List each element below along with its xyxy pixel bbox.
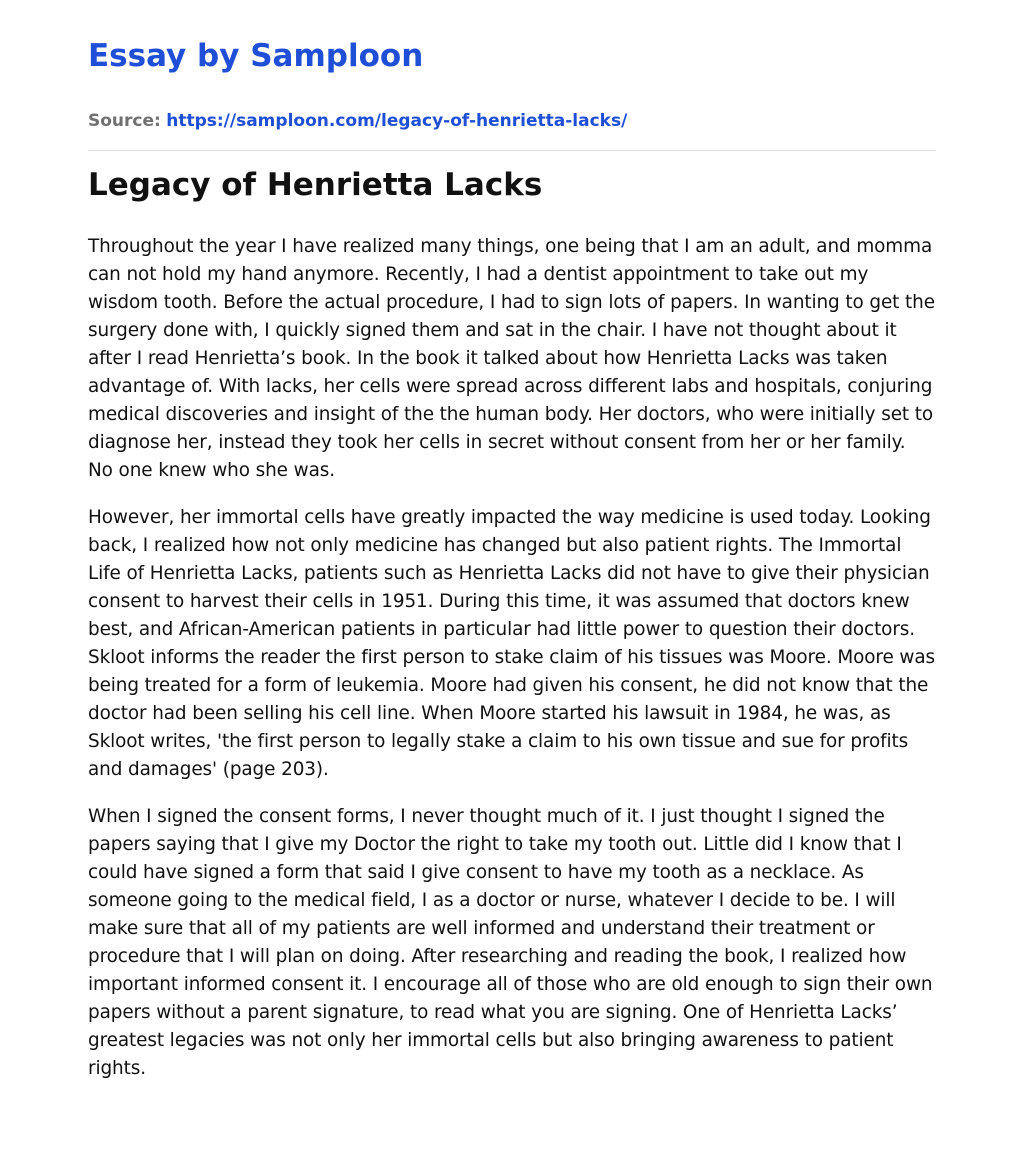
source-line (88, 109, 936, 133)
header-divider (88, 150, 936, 151)
source-link[interactable]: https://samploon.com/legacy-of-henrietta-lacks/ (166, 111, 628, 131)
source-label: Source: (88, 111, 161, 131)
essay-paragraph: However, her immortal cells have greatly impacted the way medicine is used today. Looking back, I realized how not only medicine has changed but also patient rights. The Immortal Life of Henrietta Lacks, patients such as Henrietta Lacks did not have to give their physician consent to harvest their cells in 1951. During this time, it was assumed that doctors knew best, and African-American patients in particular had little power to question their doctors. Skloot informs the reader the first person to stake claim of his tissues was Moore. Moore was being treated for a form of leukemia. Moore had given his consent, he did not know that the doctor had been selling his cell line. When Moore started his lawsuit in 1984, he was, as Skloot writes, 'the first person to legally stake a claim to his own tissue and sue for profits and damages' (page 203). (88, 507, 936, 780)
site-brand-heading: Essay by Samploon (88, 38, 424, 74)
essay-body (88, 233, 936, 1083)
essay-page (88, 0, 936, 1083)
essay-paragraph: Throughout the year I have realized many things, one being that I am an adult, and momma can not hold my hand anymore. Recently, I had a dentist appointment to take out my wisdom tooth. Before the actual procedure, I had to sign lots of papers. In wanting to get the surgery done with, I quickly signed them and sat in the chair. I have not thought about it after I read Henrietta’s book. In the book it talked about how Henrietta Lacks was taken advantage of. With lacks, her cells were spread across different labs and hospitals, conjuring medical discoveries and insight of the the human body. Her doctors, who were initially set to diagnose her, instead they took her cells in secret without consent from her or her family. No one knew who she was. (88, 236, 935, 481)
essay-paragraph: When I signed the consent forms, I never thought much of it. I just thought I signed the papers saying that I give my Doctor the right to take my tooth out. Little did I know that I could have signed a form that said I give consent to have my tooth as a necklace. As someone going to the medical field, I as a doctor or nurse, whatever I decide to be. I will make sure that all of my patients are well informed and understand their treatment or procedure that I will plan on doing. After researching and reading the book, I realized how important informed consent it. I encourage all of those who are old enough to sign their own papers without a parent signature, to read what you are signing. One of Henrietta Lacks’ greatest legacies was not only her immortal cells but also bringing awareness to patient rights. (88, 806, 933, 1079)
essay-title: Legacy of Henrietta Lacks (88, 167, 543, 203)
